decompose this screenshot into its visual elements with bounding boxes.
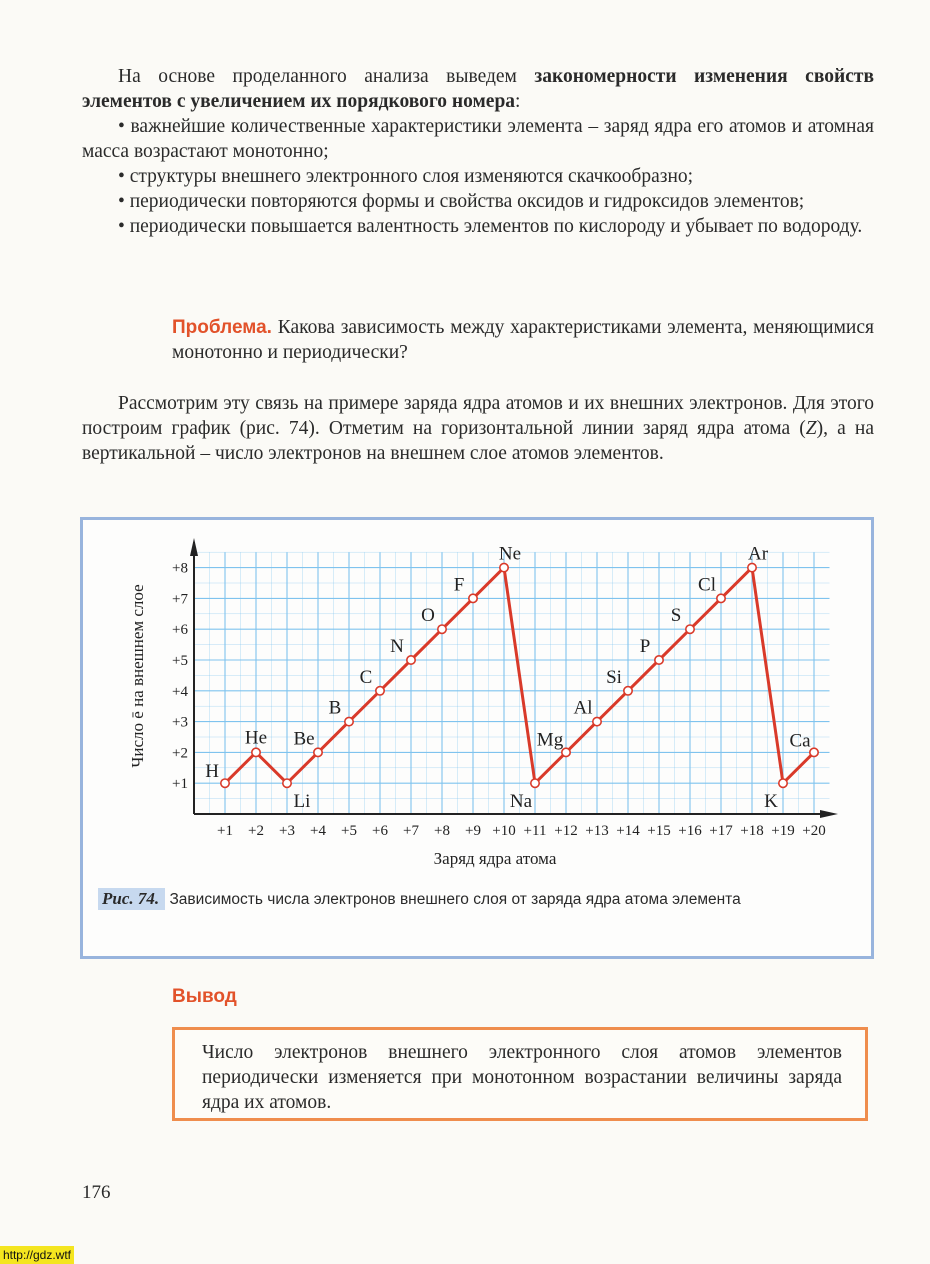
data-point: [345, 717, 353, 725]
bullet-item: • важнейшие количественные характеристики элемента – заряд ядра его атомов и атомная масса возрастают монотонно;: [82, 116, 874, 162]
element-label: Li: [293, 791, 311, 813]
data-point: [283, 779, 291, 787]
x-tick-label: +12: [554, 823, 578, 839]
intro-lead-bold: закономерности изменения свойств элементов с увеличением их порядкового номера: [82, 66, 874, 112]
element-label: Be: [293, 728, 315, 750]
y-tick-label: +5: [172, 653, 188, 669]
problem-text: Какова зависимость между характеристиками элемента, меняющимися монотонно и периодически?: [172, 317, 874, 363]
y-tick-label: +1: [172, 776, 188, 793]
x-axis-label: Заряд ядра атома: [433, 849, 557, 868]
bullet-item: • структуры внешнего электронного слоя изменяются скачкообразно;: [118, 166, 694, 187]
data-point: [438, 625, 446, 633]
data-point: [500, 563, 508, 571]
element-label: S: [670, 605, 682, 627]
element-label: Si: [606, 666, 622, 688]
x-tick-label: +16: [678, 823, 702, 839]
data-point: [376, 687, 384, 695]
data-point: [748, 563, 756, 571]
data-point: [407, 656, 415, 664]
chart-grid: [194, 552, 830, 814]
caption-label: Рис. 74.: [98, 888, 165, 910]
x-tick-label: +1: [217, 823, 233, 839]
x-tick-label: +3: [279, 823, 295, 839]
y-tick-label: +3: [172, 714, 188, 731]
data-point: [717, 594, 725, 602]
y-tick-label: +8: [172, 560, 188, 577]
y-tick-label: +7: [172, 591, 188, 608]
data-point: [314, 748, 322, 756]
chart-tick-labels: [172, 561, 826, 839]
data-point: [593, 717, 601, 725]
element-label: H: [205, 761, 219, 783]
x-tick-label: +14: [616, 823, 640, 839]
data-point: [469, 594, 477, 602]
problem-label: Проблема.: [172, 317, 272, 338]
x-tick-label: +15: [647, 823, 671, 839]
y-tick-label: +2: [172, 745, 188, 762]
x-tick-label: +9: [465, 823, 481, 839]
y-tick-label: +4: [172, 683, 188, 700]
x-tick-label: +18: [740, 823, 764, 839]
element-label: O: [421, 605, 435, 627]
element-label: B: [328, 697, 342, 719]
y-tick-label: +6: [172, 622, 188, 639]
x-tick-label: +17: [709, 823, 733, 839]
x-tick-label: +2: [248, 823, 264, 839]
x-tick-label: +8: [434, 823, 450, 839]
element-label: P: [639, 636, 651, 657]
conclusion-title: Вывод: [172, 986, 237, 1007]
y-axis-label: Число ē на внешнем слое: [128, 584, 147, 768]
data-point: [531, 779, 539, 787]
element-label: Mg: [536, 729, 564, 751]
x-tick-label: +11: [523, 823, 547, 839]
bullet-item: • периодически повторяются формы и свойства оксидов и гидроксидов элементов;: [118, 191, 805, 212]
z-symbol: Z: [805, 418, 817, 439]
bullet-item: • периодически повышается валентность элементов по кислороду и убывает по водороду.: [118, 216, 863, 237]
caption-text: Зависимость числа электронов внешнего слоя от заряда ядра атома элемента: [165, 891, 741, 908]
element-label: N: [390, 636, 404, 657]
consider-paragraph: Рассмотрим эту связь на примере заряда ядра атомов и их внешних электронов. Для этого построим график (рис. 74). Отметим на горизонтальной линии заряд ядра атома (Z), а на вертикальной – число электронов на внешнем слое атомов элементов.: [82, 393, 874, 464]
data-point: [686, 625, 694, 633]
data-point: [221, 779, 229, 787]
element-label: Ca: [789, 730, 811, 752]
data-point: [252, 748, 260, 756]
element-label: F: [453, 574, 465, 596]
data-point: [810, 748, 818, 756]
element-label: C: [359, 666, 373, 688]
x-tick-label: +6: [372, 823, 388, 839]
page-number: 176: [82, 1182, 111, 1203]
element-label: Cl: [698, 574, 716, 596]
element-label: He: [244, 727, 268, 749]
conclusion-box: [172, 1027, 868, 1121]
conclusion-text: Число электронов внешнего электронного слоя атомов элементов периодически изменяется при монотонном возрастании величины заряда ядра их атомов.: [202, 1042, 842, 1113]
chart-point-labels: [205, 544, 811, 813]
x-tick-label: +13: [585, 823, 609, 839]
x-tick-label: +19: [771, 823, 795, 839]
data-point: [655, 656, 663, 664]
data-point: [624, 687, 632, 695]
data-point: [779, 779, 787, 787]
x-tick-label: +7: [403, 823, 419, 839]
x-tick-label: +4: [310, 823, 326, 839]
x-tick-label: +20: [802, 823, 826, 839]
element-label: Ne: [498, 543, 522, 565]
intro-lead: На основе проделанного анализа выведем закономерности изменения свойств элементов с увеличением их порядкового номера:: [82, 66, 874, 112]
y-axis-arrow: [190, 538, 198, 556]
figure-caption: [100, 888, 840, 911]
x-axis-arrow: [820, 810, 838, 818]
x-tick-label: +5: [341, 823, 357, 839]
element-label: Ar: [747, 543, 769, 565]
element-label: Al: [573, 697, 593, 719]
watermark: http://gdz.wtf: [0, 1246, 74, 1264]
element-label: Na: [509, 791, 533, 813]
x-tick-label: +10: [492, 823, 516, 839]
element-label: K: [764, 791, 778, 813]
